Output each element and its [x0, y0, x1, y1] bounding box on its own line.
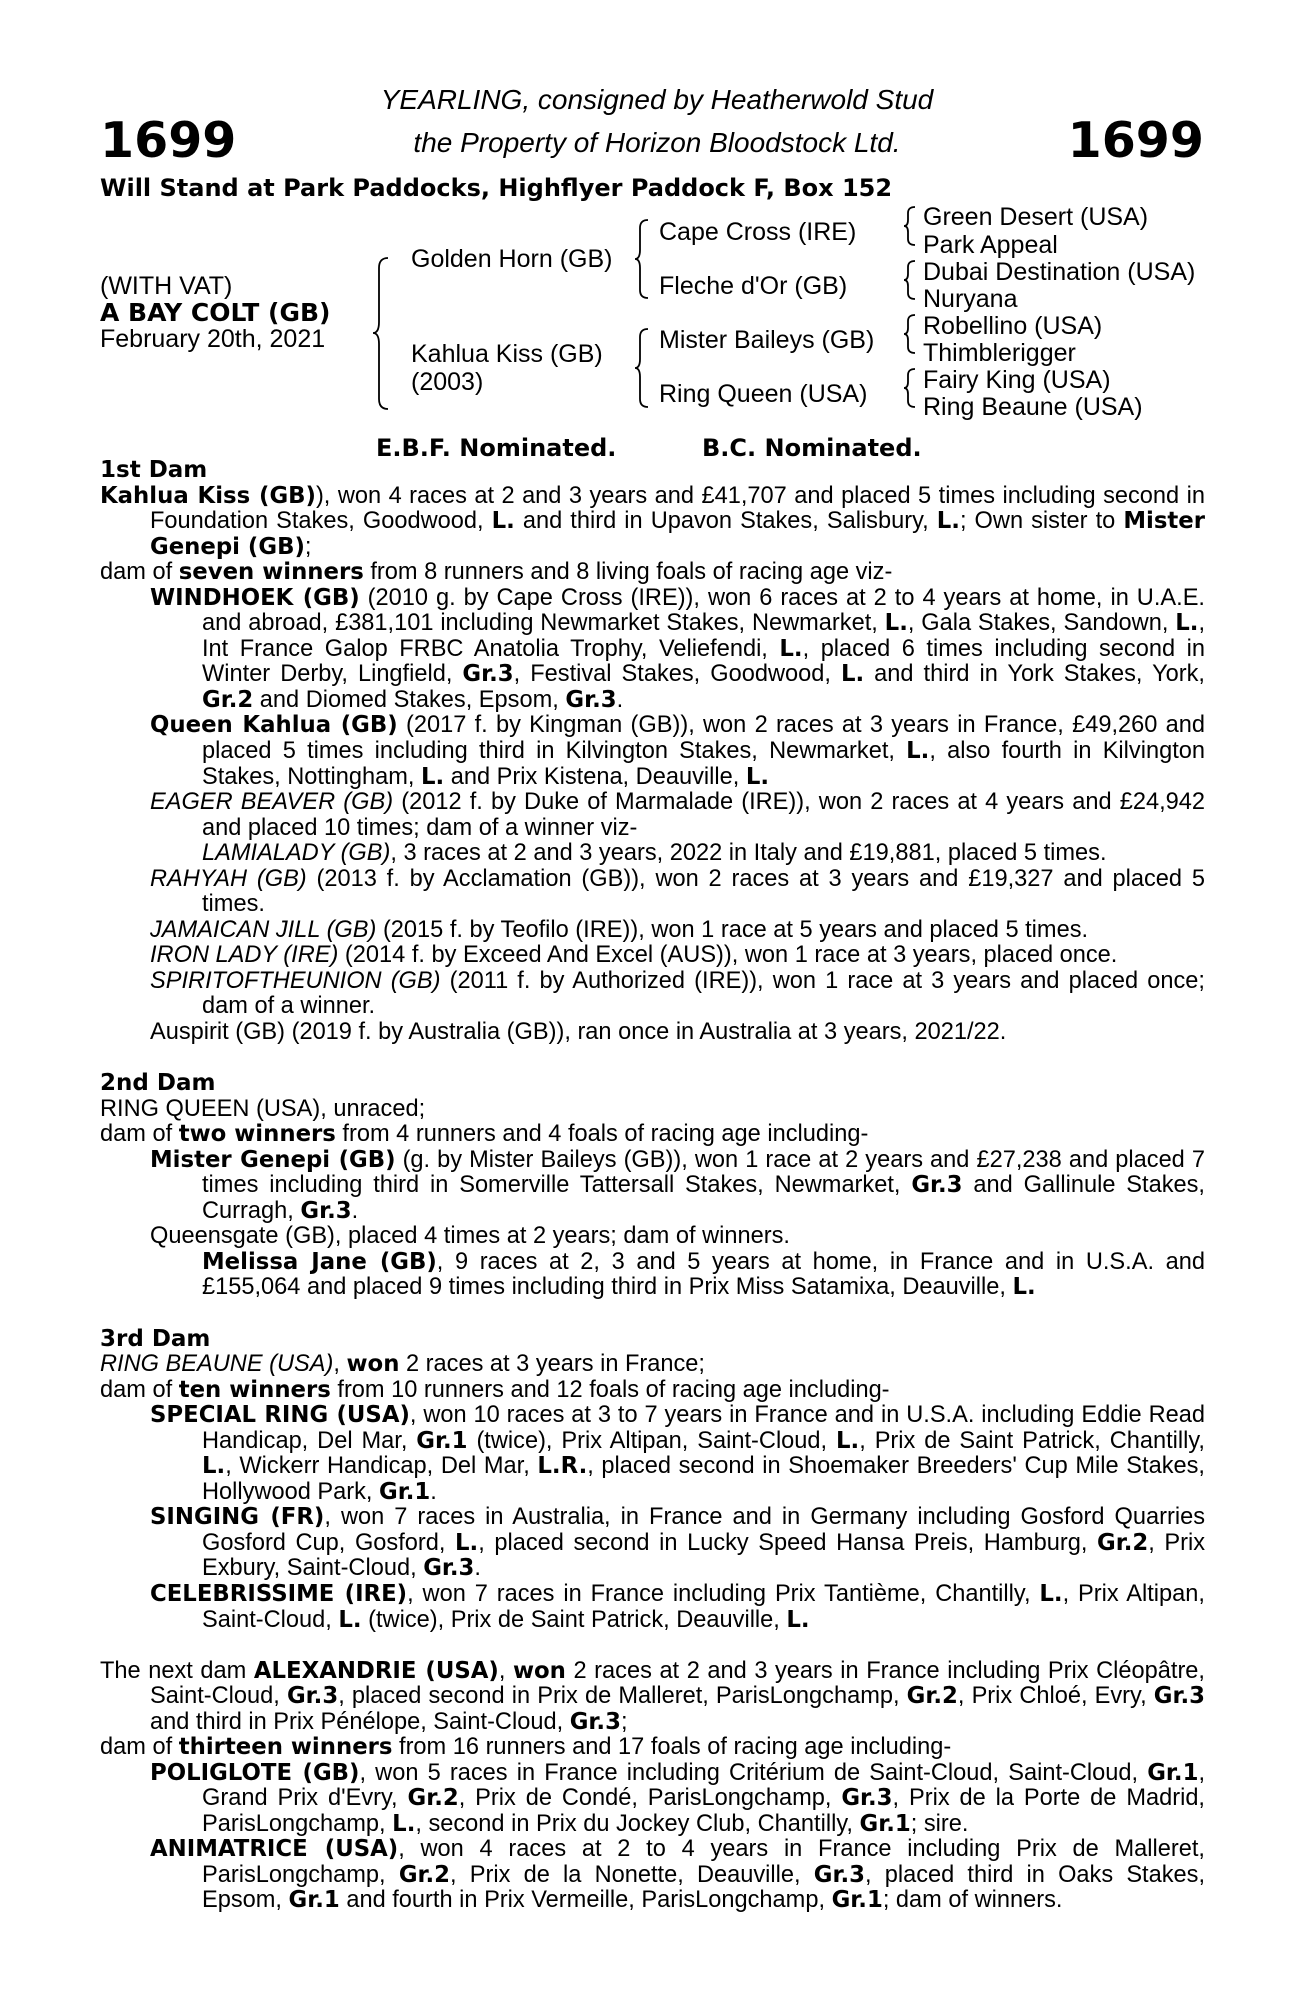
produce-record [100, 1582, 1205, 1633]
produce-record [100, 1735, 1205, 1761]
bold-text: L. [840, 661, 865, 688]
produce-record [100, 943, 1205, 969]
sire-name: Golden Horn (GB) [411, 245, 613, 273]
pedigree-brace-g3 [903, 313, 919, 355]
lot-number-left: 1699 [100, 112, 237, 169]
bold-text: ALEXANDRIE (USA) [253, 1657, 499, 1684]
text-run: , Prix de la Nonette, Deauville, [450, 1861, 814, 1888]
text-run: . [474, 1555, 481, 1582]
dam-dam-name: Ring Queen (USA) [659, 380, 868, 408]
produce-record [100, 484, 1205, 561]
text-run: dam of [100, 1734, 179, 1761]
text-run: , placed 6 times including second in Winter Derby, Lingfield, [202, 635, 1205, 688]
bold-text: Gr.3 [841, 1785, 893, 1812]
text-run: , also fourth in Kilvington Stakes, Nottingham, [202, 738, 1205, 790]
italic-text: SPIRITOFTHEUNION (GB) [150, 967, 441, 994]
text-run: 2 races at 2 and 3 years in France including Prix Cléopâtre, Saint-Cloud, [150, 1657, 1205, 1710]
pedigree-brace-g2 [903, 259, 919, 301]
great-granddam-4: Ring Beaune (USA) [923, 393, 1143, 421]
dam-section-heading: 2nd Dam [100, 1070, 216, 1097]
text-run: (2012 f. by Duke of Marmalade (IRE)), won 2 races at 4 years and £24,942 and placed 10 times; dam of a winner viz- [202, 789, 1206, 841]
text-run: , won 7 races in France including Prix Tantième, Chantilly, [407, 1580, 1040, 1607]
produce-record [100, 969, 1205, 1020]
produce-record [100, 1659, 1205, 1736]
pedigree-brace-g4 [903, 367, 919, 409]
bold-text: Gr.3 [565, 686, 617, 713]
text-run: , Prix de Saint Patrick, Chantilly, [859, 1427, 1205, 1454]
bold-text: ten winners [178, 1376, 331, 1403]
bold-text: Mister Genepi (GB) [150, 508, 1205, 560]
produce-record [100, 1403, 1205, 1505]
text-run: , Prix Altipan, Saint-Cloud, [202, 1580, 1205, 1633]
text-run: (2013 f. by Acclamation (GB)), won 2 races at 3 years and £19,327 and placed 5 times. [202, 865, 1205, 918]
bold-text: Gr.1 [416, 1427, 468, 1454]
text-run: dam of [100, 1121, 179, 1148]
great-grandsire-4: Fairy King (USA) [923, 366, 1111, 394]
sire-dam-name: Fleche d'Or (GB) [659, 272, 848, 300]
text-run: dam of [100, 559, 179, 586]
bold-text: ANIMATRICE (USA) [150, 1836, 399, 1863]
produce-record [100, 1378, 1205, 1404]
text-run: , Prix de la Porte de Madrid, ParisLongchamp, [202, 1785, 1205, 1837]
bold-text: Kahlua Kiss (GB) [100, 482, 316, 509]
bold-text: Queen Kahlua (GB) [150, 712, 398, 739]
bold-text: CELEBRISSIME (IRE) [150, 1580, 408, 1607]
text-run: (2015 f. by Teofilo (IRE)), won 1 race at 5 years and placed 5 times. [376, 916, 1089, 943]
bold-text: SPECIAL RING (USA) [150, 1402, 410, 1429]
bold-text: Gr.1 [1147, 1759, 1199, 1786]
text-run: from 10 runners and 12 foals of racing age including- [330, 1376, 890, 1403]
bold-text: L. [906, 738, 930, 765]
dam-foaling-year: (2003) [411, 368, 484, 396]
text-run: , Prix de Condé, ParisLongchamp, [458, 1785, 842, 1812]
italic-text: RAHYAH (GB) [150, 865, 307, 892]
produce-record [100, 1148, 1205, 1225]
consignor-line: YEARLING, consigned by Heatherwold Stud [380, 84, 934, 115]
text-run: Queensgate (GB), placed 4 times at 2 years; dam of winners. [150, 1223, 790, 1250]
text-run: from 16 runners and 17 foals of racing age including- [392, 1734, 952, 1761]
section-gap [100, 1301, 1205, 1327]
produce-record [100, 841, 1205, 867]
bold-text: L. [455, 1529, 479, 1556]
text-run: and third in Prix Pénélope, Saint-Cloud, [150, 1708, 570, 1735]
pedigree-brace-dam [634, 327, 652, 409]
bold-text: L. [338, 1606, 362, 1633]
foaling-date: February 20th, 2021 [100, 325, 326, 353]
text-run: ; [304, 533, 312, 560]
produce-record [100, 790, 1205, 841]
text-run: (2017 f. by Kingman (GB)), won 2 races at 3 years in France, £49,260 and placed 5 times including third in Kilvington Stakes, Newmarket, [202, 712, 1206, 765]
catalogue-body [100, 458, 1205, 1914]
text-run: Auspirit (GB) (2019 f. by Australia (GB)), ran once in Australia at 3 years, 2021/22. [150, 1019, 1007, 1046]
produce-record [100, 1352, 1205, 1378]
text-run: ; [620, 1708, 628, 1735]
produce-record [100, 1837, 1205, 1914]
produce-record [100, 1097, 1205, 1123]
ebf-nomination: E.B.F. Nominated. [376, 434, 617, 462]
produce-record [100, 560, 1205, 586]
bold-text: Gr.1 [288, 1887, 340, 1914]
bold-text: L. [421, 763, 445, 790]
bold-text: SINGING (FR) [150, 1504, 325, 1531]
vat-note: (WITH VAT) [100, 272, 233, 300]
bold-text: Gr.3 [286, 1683, 339, 1710]
bold-text: Gr.1 [859, 1810, 911, 1837]
produce-record [100, 586, 1205, 714]
text-run: and fourth in Prix Vermeille, ParisLongchamp, [339, 1887, 832, 1914]
bold-text: L. [779, 635, 803, 662]
bold-text: thirteen winners [178, 1734, 393, 1761]
text-run: . [351, 1197, 359, 1224]
horse-name: A BAY COLT (GB) [100, 298, 331, 327]
bold-text: Gr.3 [911, 1172, 963, 1199]
bold-text: Mister Genepi (GB) [150, 1146, 396, 1173]
bold-text: L. [786, 1606, 810, 1633]
text-run: . [430, 1478, 437, 1505]
text-run: , won 5 races in France including Critérium de Saint-Cloud, Saint-Cloud, [359, 1759, 1148, 1786]
great-granddam-2: Nuryana [923, 285, 1018, 313]
text-run: (2014 f. by Exceed And Excel (AUS)), won 1 race at 3 years, placed once. [338, 942, 1118, 969]
text-run: , won 4 races at 2 to 4 years in France including Prix de Malleret, ParisLongchamp, [202, 1836, 1205, 1888]
text-run: from 4 runners and 4 foals of racing age including- [335, 1121, 869, 1148]
bold-text: won [346, 1351, 400, 1378]
bold-text: L. [392, 1810, 416, 1837]
text-run: The next dam [100, 1657, 254, 1684]
great-grandsire-3: Robellino (USA) [923, 312, 1103, 340]
produce-record [100, 713, 1205, 790]
great-granddam-1: Park Appeal [923, 231, 1058, 259]
text-run: ; dam of winners. [882, 1887, 1063, 1914]
produce-record [100, 1761, 1205, 1838]
bold-text: Gr.2 [1096, 1529, 1149, 1556]
bold-text: L. [491, 508, 515, 535]
text-run: and Gallinule Stakes, Curragh, [202, 1172, 1205, 1224]
property-line: the Property of Horizon Bloodstock Ltd. [413, 127, 901, 158]
produce-record [100, 1020, 1205, 1046]
bold-text: seven winners [178, 559, 364, 586]
text-run: , won 7 races in Australia, in France and in Germany including Gosford Quarries Gosford Cup, Gosford, [202, 1504, 1205, 1556]
dam-name: Kahlua Kiss (GB) [411, 340, 603, 368]
bold-text: Gr.2 [202, 686, 254, 713]
bold-text: Gr.1 [379, 1478, 431, 1505]
bold-text: WINDHOEK (GB) [150, 584, 360, 611]
bold-text: L. [1012, 1274, 1036, 1301]
bold-text: Gr.1 [831, 1887, 883, 1914]
bold-text: Gr.3 [1153, 1683, 1205, 1710]
text-run: , 9 races at 2, 3 and 5 years at home, in France and in U.S.A. and £155,064 and placed 9 times including third in Prix Miss Satamixa, Deauville, [202, 1248, 1205, 1301]
great-grandsire-1: Green Desert (USA) [923, 203, 1149, 231]
bold-text: L. [936, 508, 960, 535]
text-run: . [616, 686, 624, 713]
bold-text: won [512, 1657, 566, 1684]
dam-section-heading: 3rd Dam [100, 1325, 211, 1352]
bold-text: Melissa Jane (GB) [202, 1248, 437, 1275]
text-run: , Grand Prix d'Evry, [202, 1759, 1205, 1812]
bold-text: two winners [178, 1121, 336, 1148]
text-run: and third in York Stakes, York, [864, 661, 1205, 688]
text-run: , Int France Galop FRBC Anatolia Trophy, Veliefendi, [202, 610, 1205, 662]
text-run: , placed second in Prix de Malleret, ParisLongchamp, [338, 1683, 907, 1710]
text-run: (twice), Prix Altipan, Saint-Cloud, [467, 1427, 837, 1454]
text-run: ; sire. [910, 1810, 969, 1837]
text-run: , Prix Exbury, Saint-Cloud, [202, 1529, 1205, 1582]
bold-text: Gr.3 [813, 1861, 865, 1888]
text-run: (twice), Prix de Saint Patrick, Deauville, [361, 1606, 787, 1633]
text-run: RING QUEEN (USA), unraced; [100, 1095, 426, 1122]
bold-text: Gr.3 [462, 661, 514, 688]
bold-text: L. [745, 763, 770, 790]
text-run: and third in Upavon Stakes, Salisbury, [514, 508, 937, 535]
bold-text: L. [202, 1453, 226, 1480]
section-gap [100, 1633, 1205, 1659]
produce-record [100, 1505, 1205, 1582]
italic-text: LAMIALADY (GB) [202, 840, 391, 867]
bold-text: Gr.3 [423, 1555, 475, 1582]
text-run: ), won 4 races at 2 and 3 years and £41,707 and placed 5 times including second in Foundation Stakes, Goodwood, [150, 482, 1205, 535]
bold-text: L. [884, 610, 908, 637]
text-run: , Wickerr Handicap, Del Mar, [225, 1453, 538, 1480]
text-run: , Festival Stakes, Goodwood, [513, 661, 841, 688]
great-grandsire-2: Dubai Destination (USA) [923, 258, 1196, 286]
pedigree-brace-main [372, 256, 392, 411]
sire-sire-name: Cape Cross (IRE) [659, 218, 857, 246]
bold-text: POLIGLOTE (GB) [150, 1759, 360, 1786]
text-run: , won 10 races at 3 to 7 years in France and in U.S.A. including Eddie Read Handicap, Del Mar, [202, 1402, 1205, 1454]
bold-text: Gr.2 [906, 1683, 958, 1710]
text-run: from 8 runners and 8 living foals of racing age viz- [363, 559, 893, 586]
produce-record [100, 1122, 1205, 1148]
italic-text: JAMAICAN JILL (GB) [150, 916, 377, 943]
text-run: , placed second in Lucky Speed Hansa Preis, Hamburg, [478, 1529, 1097, 1556]
great-granddam-3: Thimblerigger [923, 339, 1076, 367]
pedigree-brace-g1 [903, 205, 919, 247]
section-gap [100, 1046, 1205, 1072]
text-run: , [333, 1351, 347, 1378]
bold-text: Gr.2 [398, 1861, 451, 1888]
text-run: (g. by Mister Baileys (GB)), won 1 race at 2 years and £27,238 and placed 7 times including third in Somerville Tattersall Stakes, Newmarket, [202, 1146, 1205, 1199]
bold-text: L. [1039, 1580, 1063, 1607]
stand-location: Will Stand at Park Paddocks, Highflyer Paddock F, Box 152 [100, 174, 893, 202]
bold-text: L. [836, 1427, 860, 1454]
text-run: (2011 f. by Authorized (IRE)), won 1 race at 3 years and placed once; dam of a winner. [202, 967, 1205, 1020]
dam-sire-name: Mister Baileys (GB) [659, 326, 875, 354]
text-run: (2010 g. by Cape Cross (IRE)), won 6 races at 2 to 4 years at home, in U.A.E. and abroad, £381,101 including Newmarket Stakes, Newmarket, [202, 584, 1205, 637]
text-run: and Prix Kistena, Deauville, [444, 763, 746, 790]
bold-text: Gr.3 [569, 1708, 621, 1735]
bold-text: L. [1175, 610, 1199, 637]
bold-text: Gr.3 [300, 1197, 352, 1224]
text-run: , second in Prix du Jockey Club, Chantilly, [415, 1810, 860, 1837]
text-run: ; Own sister to [959, 508, 1124, 535]
produce-record [100, 1250, 1205, 1301]
text-run: , [498, 1657, 513, 1684]
bold-text: Gr.2 [407, 1785, 459, 1812]
italic-text: EAGER BEAVER (GB) [150, 789, 394, 816]
produce-record [100, 1224, 1205, 1250]
text-run: , placed second in Shoemaker Breeders' Cup Mile Stakes, Hollywood Park, [202, 1453, 1205, 1505]
lot-number-right: 1699 [1067, 112, 1204, 169]
text-run: and Diomed Stakes, Epsom, [253, 686, 566, 713]
text-run: , Prix Chloé, Evry, [957, 1683, 1154, 1710]
italic-text: IRON LADY (IRE) [150, 942, 339, 969]
text-run: 2 races at 3 years in France; [399, 1351, 705, 1378]
pedigree-brace-sire [634, 218, 652, 300]
text-run: , Gala Stakes, Sandown, [907, 610, 1176, 637]
text-run: , 3 races at 2 and 3 years, 2022 in Italy and £19,881, placed 5 times. [390, 840, 1107, 867]
bc-nomination: B.C. Nominated. [702, 434, 922, 462]
bold-text: L.R. [537, 1453, 588, 1480]
dam-section-heading: 1st Dam [100, 457, 208, 483]
text-run: , placed third in Oaks Stakes, Epsom, [202, 1861, 1206, 1914]
text-run: dam of [100, 1376, 179, 1403]
italic-text: RING BEAUNE (USA) [100, 1351, 334, 1378]
produce-record [100, 918, 1205, 944]
produce-record [100, 867, 1205, 918]
